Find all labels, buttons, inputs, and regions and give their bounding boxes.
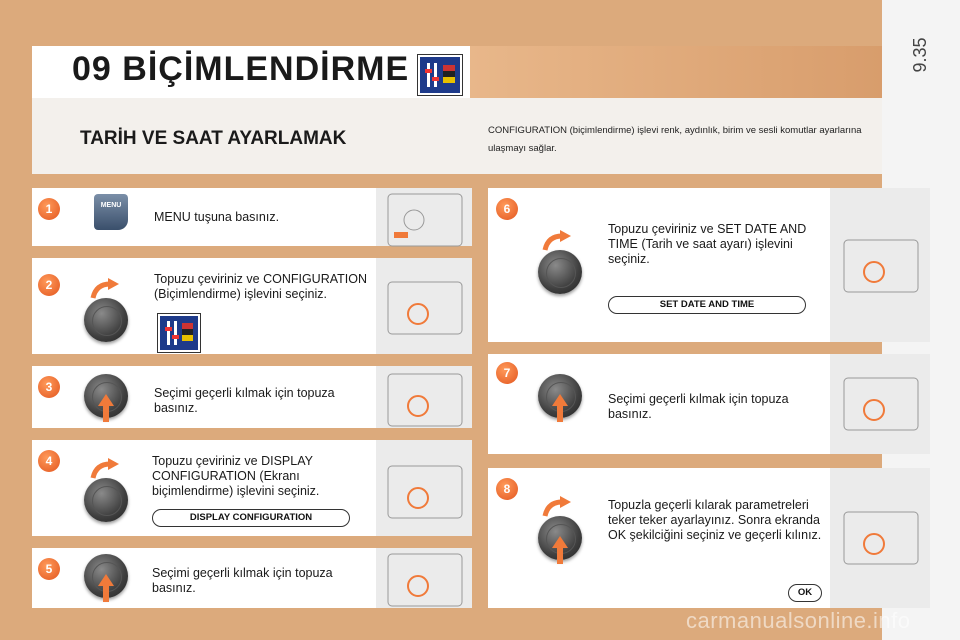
rotary-knob-icon xyxy=(538,250,582,294)
configuration-icon xyxy=(418,55,462,95)
step-number-2: 2 xyxy=(38,274,60,296)
page-number: 9.35 xyxy=(910,37,930,73)
rotary-knob-icon xyxy=(84,298,128,342)
step-number-8: 8 xyxy=(496,478,518,500)
rotate-arrow-icon xyxy=(90,458,120,480)
radio-unit-icon xyxy=(842,508,920,568)
section-title: TARİH VE SAAT AYARLAMAK xyxy=(80,128,347,149)
radio-unit-icon xyxy=(386,550,464,610)
press-arrow-icon xyxy=(552,536,568,564)
step-number-4: 4 xyxy=(38,450,60,472)
radio-unit-icon xyxy=(386,462,464,522)
menu-key-icon: MENU xyxy=(94,194,128,230)
step-number-6: 6 xyxy=(496,198,518,220)
step-text-3: Seçimi geçerli kılmak için topuza basınız. xyxy=(154,386,335,415)
radio-unit-icon xyxy=(386,190,464,250)
step-number-7: 7 xyxy=(496,362,518,384)
ok-label: OK xyxy=(788,584,822,602)
step-number-3: 3 xyxy=(38,376,60,398)
display-configuration-label: DISPLAY CONFIGURATION xyxy=(152,509,350,527)
step-number-1: 1 xyxy=(38,198,60,220)
rotate-arrow-icon xyxy=(542,496,572,518)
step-text-7: Seçimi geçerli kılmak için topuza basınız. xyxy=(608,392,789,421)
intro-text: CONFIGURATION (biçimlendirme) işlevi renk, aydınlık, birim ve sesli komutlar ayarlarına ulaşmayı sağlar. xyxy=(488,125,862,154)
set-date-time-label: SET DATE AND TIME xyxy=(608,296,806,314)
step-text-1: MENU tuşuna basınız. xyxy=(154,210,280,224)
rotate-arrow-icon xyxy=(90,278,120,300)
press-arrow-icon xyxy=(552,394,568,422)
watermark: carmanualsonline.info xyxy=(686,608,911,633)
step-number-5: 5 xyxy=(38,558,60,580)
configuration-icon xyxy=(158,314,200,352)
press-arrow-icon xyxy=(98,394,114,422)
radio-unit-icon xyxy=(842,374,920,434)
rotate-arrow-icon xyxy=(542,230,572,252)
rotary-knob-icon xyxy=(84,478,128,522)
step-text-5: Seçimi geçerli kılmak için topuza basınız. xyxy=(152,566,333,595)
radio-unit-icon xyxy=(842,236,920,296)
step-text-4: Topuzu çeviriniz ve DISPLAY CONFIGURATION (Ekranı biçimlendirme) işlevini seçiniz. xyxy=(152,454,320,498)
radio-unit-icon xyxy=(386,278,464,338)
step-text-2: Topuzu çeviriniz ve CONFIGURATION (Biçimlendirme) işlevini seçiniz. xyxy=(154,272,368,301)
step-text-6: Topuzu çeviriniz ve SET DATE AND TIME (Tarih ve saat ayarı) işlevini seçiniz. xyxy=(608,222,807,266)
page-title: 09 BİÇİMLENDİRME xyxy=(72,50,410,88)
radio-unit-icon xyxy=(386,370,464,430)
press-arrow-icon xyxy=(98,574,114,602)
step-text-8: Topuzla geçerli kılarak parametreleri teker teker ayarlayınız. Sonra ekranda OK şekilciğini seçiniz ve geçerli kılınız. xyxy=(608,498,822,542)
